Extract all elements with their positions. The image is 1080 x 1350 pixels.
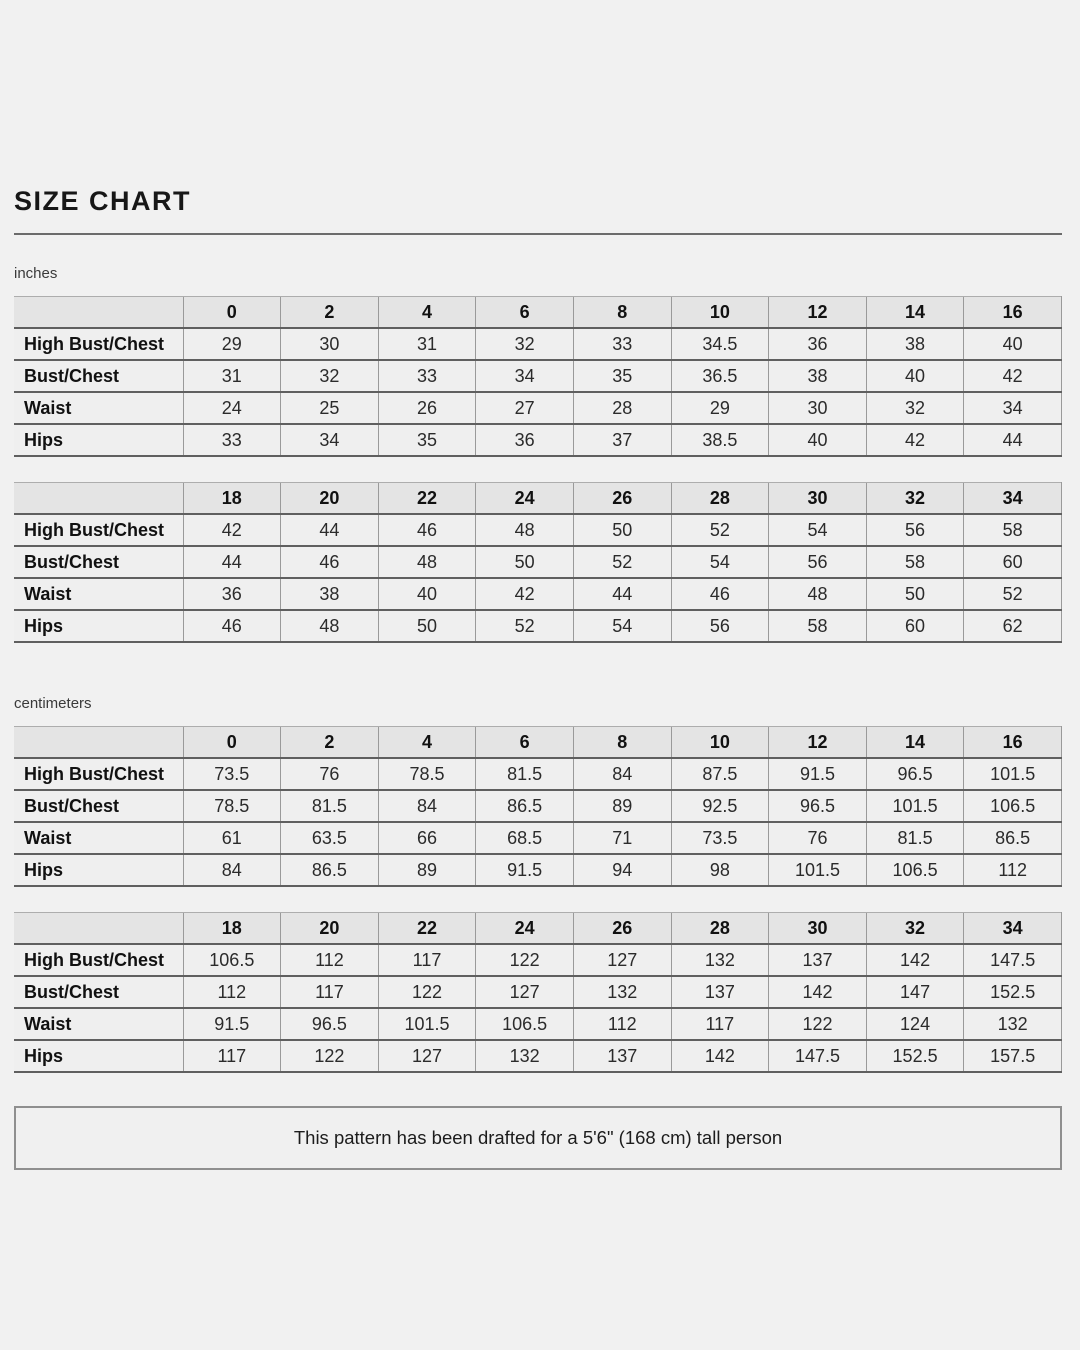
measurement-cell: 40 — [964, 328, 1062, 360]
measurement-cell: 78.5 — [183, 790, 281, 822]
measurement-cell: 132 — [476, 1040, 574, 1072]
measurement-cell: 92.5 — [671, 790, 769, 822]
measurement-row — [14, 1040, 1062, 1072]
size-column-header: 4 — [378, 297, 476, 329]
measurement-cell: 30 — [769, 392, 867, 424]
measurement-cell: 122 — [769, 1008, 867, 1040]
measurement-cell: 132 — [671, 944, 769, 976]
measurement-cell: 89 — [378, 854, 476, 886]
measurement-cell: 38 — [866, 328, 964, 360]
measurement-cell: 96.5 — [866, 758, 964, 790]
measurement-cell: 101.5 — [866, 790, 964, 822]
size-table-centimeters-sizes-0-16 — [14, 726, 1062, 887]
size-column-header: 34 — [964, 483, 1062, 515]
measurement-cell: 86.5 — [476, 790, 574, 822]
measurement-cell: 37 — [573, 424, 671, 456]
measurement-cell: 24 — [183, 392, 281, 424]
size-column-header: 34 — [964, 913, 1062, 945]
measurement-cell: 157.5 — [964, 1040, 1062, 1072]
measurement-cell: 78.5 — [378, 758, 476, 790]
measurement-cell: 54 — [671, 546, 769, 578]
measurement-cell: 117 — [671, 1008, 769, 1040]
measurement-cell: 52 — [476, 610, 574, 642]
size-column-header: 20 — [281, 913, 379, 945]
measurement-row — [14, 392, 1062, 424]
measurement-cell: 112 — [573, 1008, 671, 1040]
measurement-cell: 84 — [378, 790, 476, 822]
measurement-cell: 86.5 — [281, 854, 379, 886]
size-column-header: 28 — [671, 913, 769, 945]
size-column-header: 0 — [183, 297, 281, 329]
size-column-header: 18 — [183, 913, 281, 945]
measurement-cell: 66 — [378, 822, 476, 854]
measurement-cell: 46 — [183, 610, 281, 642]
measurement-cell: 106.5 — [866, 854, 964, 886]
measurement-cell: 34 — [281, 424, 379, 456]
measurement-cell: 81.5 — [476, 758, 574, 790]
measurement-cell: 84 — [573, 758, 671, 790]
size-column-header: 0 — [183, 727, 281, 759]
measurement-row-label: Bust/Chest — [14, 976, 183, 1008]
size-header-row — [14, 727, 1062, 759]
measurement-cell: 44 — [183, 546, 281, 578]
measurement-cell: 81.5 — [281, 790, 379, 822]
measurement-cell: 68.5 — [476, 822, 574, 854]
measurement-cell: 101.5 — [769, 854, 867, 886]
measurement-cell: 117 — [378, 944, 476, 976]
measurement-cell: 101.5 — [964, 758, 1062, 790]
measurement-cell: 58 — [964, 514, 1062, 546]
measurement-cell: 86.5 — [964, 822, 1062, 854]
size-column-header: 12 — [769, 727, 867, 759]
measurement-cell: 36.5 — [671, 360, 769, 392]
measurement-row — [14, 758, 1062, 790]
measurement-row-label: High Bust/Chest — [14, 758, 183, 790]
measurement-cell: 35 — [573, 360, 671, 392]
measurement-cell: 132 — [573, 976, 671, 1008]
footer-note-text: This pattern has been drafted for a 5'6" (168 cm) tall person — [293, 1127, 783, 1148]
measurement-cell: 40 — [378, 578, 476, 610]
size-column-header: 24 — [476, 913, 574, 945]
measurement-cell: 36 — [183, 578, 281, 610]
measurement-row-label: High Bust/Chest — [14, 328, 183, 360]
measurement-row — [14, 790, 1062, 822]
size-column-header: 2 — [281, 297, 379, 329]
size-column-header: 18 — [183, 483, 281, 515]
measurement-cell: 94 — [573, 854, 671, 886]
measurement-cell: 101.5 — [378, 1008, 476, 1040]
measurement-cell: 27 — [476, 392, 574, 424]
measurement-cell: 34 — [964, 392, 1062, 424]
measurement-row — [14, 328, 1062, 360]
measurement-cell: 42 — [476, 578, 574, 610]
unit-label-inches: inches — [14, 265, 58, 282]
size-column-header: 32 — [866, 483, 964, 515]
measurement-cell: 32 — [281, 360, 379, 392]
measurement-cell: 38 — [281, 578, 379, 610]
measurement-cell: 124 — [866, 1008, 964, 1040]
measurement-cell: 112 — [281, 944, 379, 976]
measurement-cell: 98 — [671, 854, 769, 886]
measurement-cell: 46 — [281, 546, 379, 578]
size-header-row — [14, 297, 1062, 329]
section-centimeters — [14, 695, 1062, 1073]
measurement-cell: 137 — [671, 976, 769, 1008]
corner-cell — [14, 913, 183, 945]
title-divider — [14, 233, 1062, 235]
measurement-cell: 106.5 — [183, 944, 281, 976]
size-column-header: 20 — [281, 483, 379, 515]
size-column-header: 4 — [378, 727, 476, 759]
measurement-cell: 31 — [183, 360, 281, 392]
measurement-cell: 56 — [769, 546, 867, 578]
measurement-row — [14, 514, 1062, 546]
unit-label-centimeters: centimeters — [14, 695, 92, 712]
measurement-cell: 58 — [866, 546, 964, 578]
measurement-cell: 147.5 — [769, 1040, 867, 1072]
measurement-cell: 81.5 — [866, 822, 964, 854]
footer-note-box — [14, 1106, 1062, 1170]
size-column-header: 2 — [281, 727, 379, 759]
measurement-cell: 32 — [866, 392, 964, 424]
measurement-cell: 50 — [378, 610, 476, 642]
measurement-cell: 127 — [573, 944, 671, 976]
measurement-cell: 112 — [183, 976, 281, 1008]
measurement-cell: 46 — [671, 578, 769, 610]
measurement-cell: 42 — [183, 514, 281, 546]
measurement-cell: 58 — [769, 610, 867, 642]
measurement-cell: 36 — [476, 424, 574, 456]
measurement-cell: 96.5 — [281, 1008, 379, 1040]
measurement-cell: 91.5 — [769, 758, 867, 790]
measurement-row-label: Bust/Chest — [14, 360, 183, 392]
measurement-cell: 137 — [769, 944, 867, 976]
measurement-row-label: Hips — [14, 1040, 183, 1072]
size-column-header: 10 — [671, 297, 769, 329]
measurement-cell: 29 — [183, 328, 281, 360]
size-table-inches-sizes-0-16 — [14, 296, 1062, 457]
measurement-row-label: High Bust/Chest — [14, 944, 183, 976]
measurement-cell: 63.5 — [281, 822, 379, 854]
measurement-cell: 127 — [476, 976, 574, 1008]
measurement-cell: 44 — [573, 578, 671, 610]
measurement-cell: 117 — [281, 976, 379, 1008]
size-column-header: 22 — [378, 913, 476, 945]
measurement-row — [14, 854, 1062, 886]
measurement-cell: 96.5 — [769, 790, 867, 822]
measurement-cell: 137 — [573, 1040, 671, 1072]
measurement-cell: 60 — [866, 610, 964, 642]
measurement-cell: 28 — [573, 392, 671, 424]
measurement-cell: 50 — [476, 546, 574, 578]
measurement-cell: 142 — [866, 944, 964, 976]
measurement-cell: 40 — [866, 360, 964, 392]
measurement-cell: 91.5 — [183, 1008, 281, 1040]
measurement-cell: 147 — [866, 976, 964, 1008]
measurement-cell: 112 — [964, 854, 1062, 886]
measurement-cell: 40 — [769, 424, 867, 456]
measurement-cell: 122 — [378, 976, 476, 1008]
measurement-cell: 52 — [964, 578, 1062, 610]
page-title: SIZE CHART — [14, 186, 191, 216]
size-header-row — [14, 483, 1062, 515]
measurement-cell: 32 — [476, 328, 574, 360]
size-column-header: 6 — [476, 727, 574, 759]
measurement-cell: 50 — [866, 578, 964, 610]
measurement-cell: 42 — [866, 424, 964, 456]
measurement-row-label: High Bust/Chest — [14, 514, 183, 546]
measurement-cell: 87.5 — [671, 758, 769, 790]
measurement-cell: 31 — [378, 328, 476, 360]
size-column-header: 6 — [476, 297, 574, 329]
measurement-cell: 117 — [183, 1040, 281, 1072]
measurement-row — [14, 944, 1062, 976]
size-column-header: 8 — [573, 297, 671, 329]
measurement-cell: 30 — [281, 328, 379, 360]
measurement-cell: 29 — [671, 392, 769, 424]
measurement-row-label: Bust/Chest — [14, 790, 183, 822]
measurement-row-label: Hips — [14, 610, 183, 642]
size-column-header: 14 — [866, 297, 964, 329]
measurement-cell: 62 — [964, 610, 1062, 642]
measurement-cell: 56 — [866, 514, 964, 546]
measurement-cell: 147.5 — [964, 944, 1062, 976]
measurement-row-label: Bust/Chest — [14, 546, 183, 578]
measurement-cell: 48 — [476, 514, 574, 546]
size-table-centimeters-sizes-18-34 — [14, 912, 1062, 1073]
corner-cell — [14, 297, 183, 329]
measurement-cell: 44 — [281, 514, 379, 546]
measurement-cell: 33 — [573, 328, 671, 360]
measurement-cell: 127 — [378, 1040, 476, 1072]
measurement-cell: 152.5 — [964, 976, 1062, 1008]
size-column-header: 32 — [866, 913, 964, 945]
measurement-cell: 142 — [671, 1040, 769, 1072]
measurement-cell: 76 — [281, 758, 379, 790]
measurement-row-label: Waist — [14, 1008, 183, 1040]
size-column-header: 30 — [769, 913, 867, 945]
measurement-cell: 73.5 — [671, 822, 769, 854]
corner-cell — [14, 483, 183, 515]
size-column-header: 12 — [769, 297, 867, 329]
measurement-row — [14, 976, 1062, 1008]
measurement-row — [14, 578, 1062, 610]
corner-cell — [14, 727, 183, 759]
measurement-cell: 122 — [476, 944, 574, 976]
measurement-cell: 46 — [378, 514, 476, 546]
measurement-cell: 36 — [769, 328, 867, 360]
size-column-header: 26 — [573, 483, 671, 515]
measurement-cell: 48 — [378, 546, 476, 578]
size-column-header: 26 — [573, 913, 671, 945]
measurement-cell: 48 — [769, 578, 867, 610]
measurement-cell: 71 — [573, 822, 671, 854]
measurement-cell: 91.5 — [476, 854, 574, 886]
measurement-cell: 42 — [964, 360, 1062, 392]
measurement-cell: 25 — [281, 392, 379, 424]
measurement-cell: 34.5 — [671, 328, 769, 360]
measurement-cell: 52 — [671, 514, 769, 546]
measurement-cell: 38.5 — [671, 424, 769, 456]
measurement-cell: 48 — [281, 610, 379, 642]
measurement-cell: 106.5 — [476, 1008, 574, 1040]
size-column-header: 10 — [671, 727, 769, 759]
measurement-cell: 54 — [573, 610, 671, 642]
size-table-inches-sizes-18-34 — [14, 482, 1062, 643]
measurement-row-label: Waist — [14, 392, 183, 424]
measurement-row-label: Waist — [14, 822, 183, 854]
measurement-cell: 44 — [964, 424, 1062, 456]
measurement-row-label: Hips — [14, 424, 183, 456]
measurement-cell: 89 — [573, 790, 671, 822]
measurement-row — [14, 610, 1062, 642]
measurement-cell: 152.5 — [866, 1040, 964, 1072]
measurement-cell: 73.5 — [183, 758, 281, 790]
size-column-header: 22 — [378, 483, 476, 515]
size-column-header: 24 — [476, 483, 574, 515]
measurement-cell: 52 — [573, 546, 671, 578]
size-column-header: 30 — [769, 483, 867, 515]
measurement-row — [14, 546, 1062, 578]
measurement-row — [14, 360, 1062, 392]
size-column-header: 8 — [573, 727, 671, 759]
measurement-cell: 60 — [964, 546, 1062, 578]
measurement-cell: 84 — [183, 854, 281, 886]
measurement-row-label: Waist — [14, 578, 183, 610]
measurement-cell: 61 — [183, 822, 281, 854]
measurement-cell: 56 — [671, 610, 769, 642]
measurement-row-label: Hips — [14, 854, 183, 886]
measurement-cell: 33 — [183, 424, 281, 456]
measurement-cell: 35 — [378, 424, 476, 456]
size-column-header: 16 — [964, 297, 1062, 329]
section-inches — [14, 265, 1062, 643]
measurement-cell: 122 — [281, 1040, 379, 1072]
measurement-cell: 132 — [964, 1008, 1062, 1040]
measurement-row — [14, 822, 1062, 854]
size-header-row — [14, 913, 1062, 945]
measurement-cell: 50 — [573, 514, 671, 546]
measurement-row — [14, 1008, 1062, 1040]
measurement-cell: 34 — [476, 360, 574, 392]
size-column-header: 14 — [866, 727, 964, 759]
measurement-cell: 54 — [769, 514, 867, 546]
measurement-cell: 142 — [769, 976, 867, 1008]
measurement-cell: 33 — [378, 360, 476, 392]
size-column-header: 28 — [671, 483, 769, 515]
size-column-header: 16 — [964, 727, 1062, 759]
measurement-cell: 76 — [769, 822, 867, 854]
measurement-cell: 38 — [769, 360, 867, 392]
measurement-cell: 26 — [378, 392, 476, 424]
measurement-cell: 106.5 — [964, 790, 1062, 822]
measurement-row — [14, 424, 1062, 456]
